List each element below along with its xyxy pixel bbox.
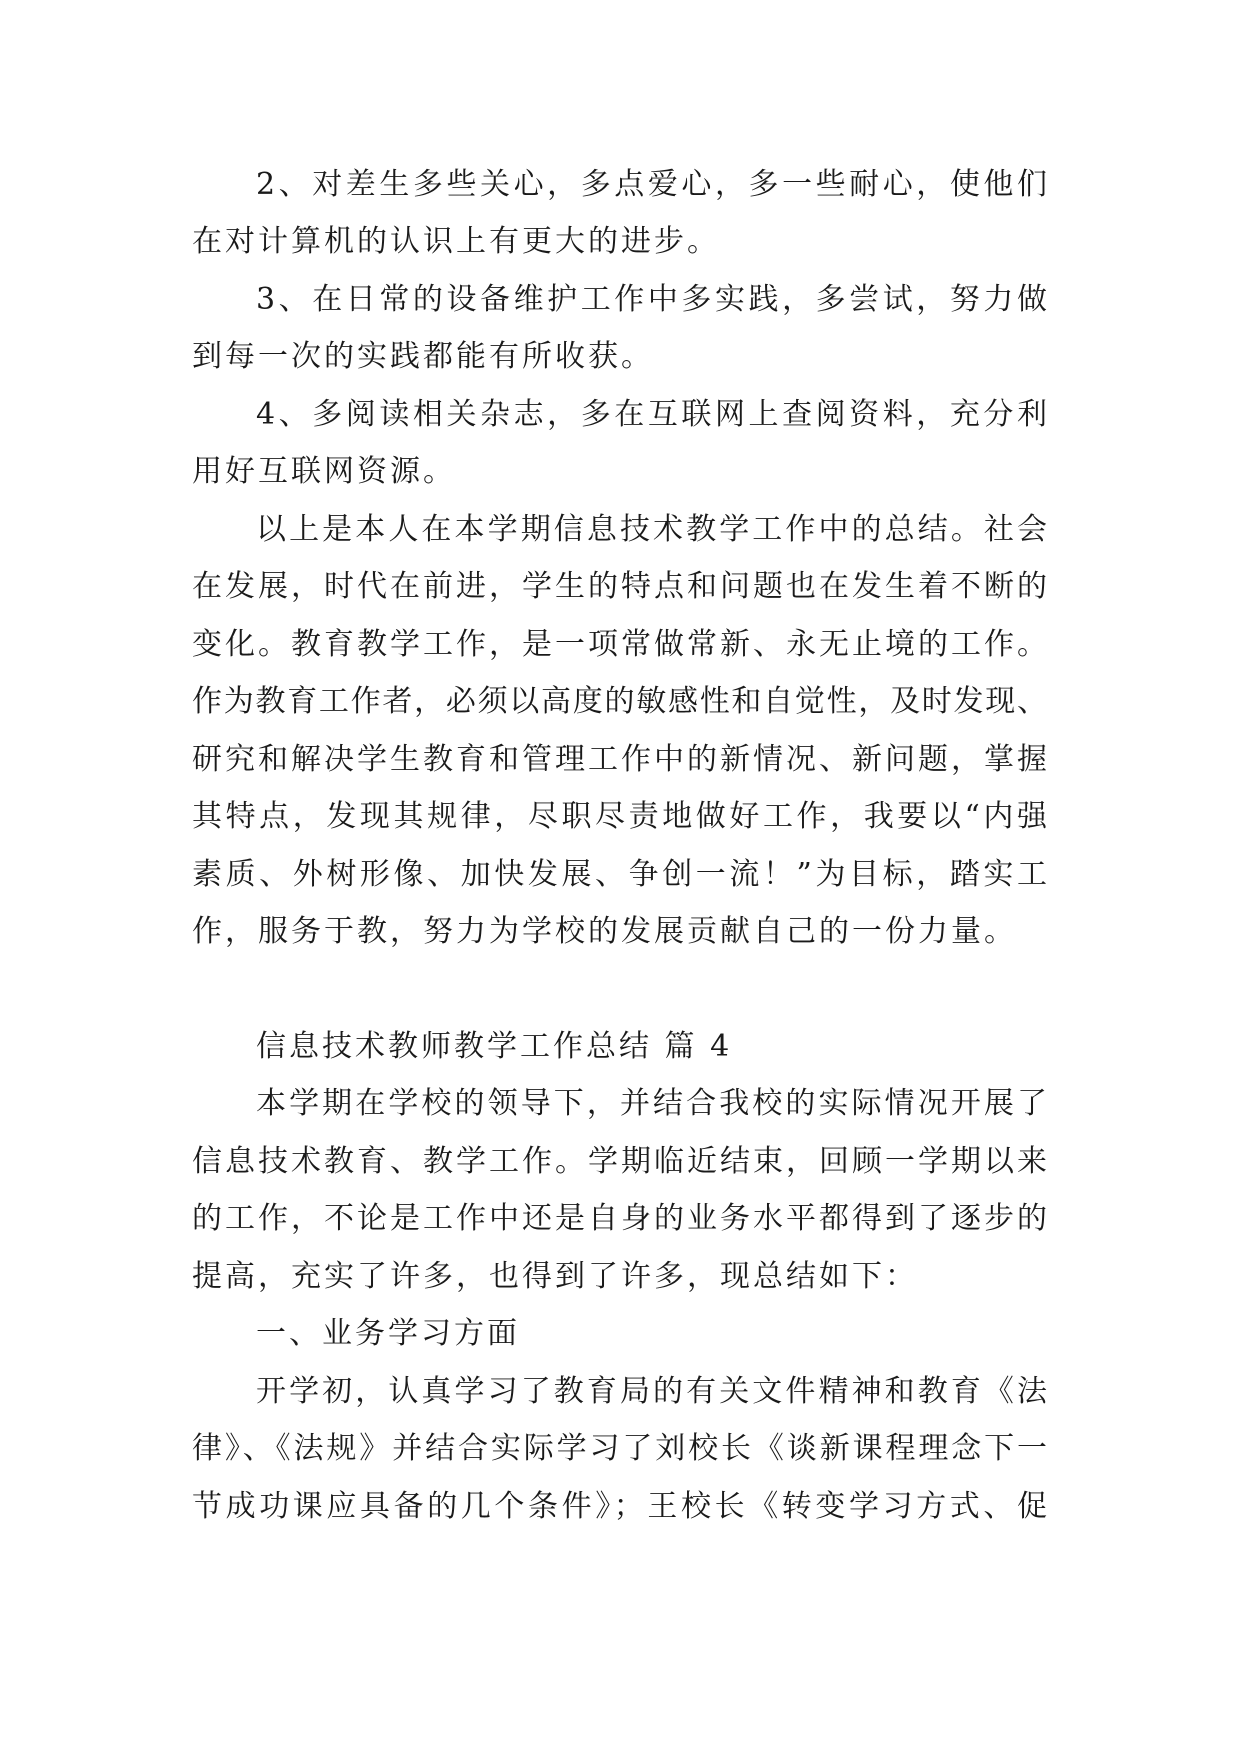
paragraph-line: 提高，充实了许多，也得到了许多，现总结如下： — [192, 1259, 918, 1294]
paragraph-line: 律》、《法规》并结合实际学习了刘校长《谈新课程理念下一 — [192, 1431, 1047, 1466]
paragraph-line: 用好互联网资源。 — [192, 454, 456, 489]
paragraph-line: 到每一次的实践都能有所收获。 — [192, 339, 654, 374]
paragraph-line: 研究和解决学生教育和管理工作中的新情况、新问题，掌握 — [192, 742, 1047, 777]
paragraph-line: 节成功课应具备的几个条件》；王校长《转变学习方式、促 — [192, 1489, 1047, 1524]
paragraph-line: 以上是本人在本学期信息技术教学工作中的总结。社会 — [256, 512, 1047, 547]
subsection-heading: 一、业务学习方面 — [256, 1316, 520, 1351]
paragraph-line: 本学期在学校的领导下，并结合我校的实际情况开展了 — [256, 1086, 1047, 1121]
section-heading: 信息技术教师教学工作总结 篇 4 — [256, 1029, 733, 1064]
paragraph-line: 信息技术教育、教学工作。学期临近结束，回顾一学期以来 — [192, 1144, 1047, 1179]
paragraph-line: 作，服务于教，努力为学校的发展贡献自己的一份力量。 — [192, 914, 1017, 949]
paragraph-line: 开学初，认真学习了教育局的有关文件精神和教育《法 — [256, 1374, 1047, 1409]
paragraph-line: 在对计算机的认识上有更大的进步。 — [192, 224, 720, 259]
paragraph-line: 4、多阅读相关杂志，多在互联网上查阅资料，充分利 — [256, 397, 1047, 432]
paragraph-line: 变化。教育教学工作，是一项常做常新、永无止境的工作。 — [192, 627, 1047, 662]
paragraph-line: 作为教育工作者，必须以高度的敏感性和自觉性，及时发现、 — [192, 684, 1047, 719]
paragraph-line: 素质、外树形像、加快发展、争创一流！”为目标，踏实工 — [192, 857, 1047, 892]
paragraph-line: 的工作，不论是工作中还是自身的业务水平都得到了逐步的 — [192, 1201, 1047, 1236]
paragraph-line: 其特点，发现其规律，尽职尽责地做好工作，我要以“内强 — [192, 799, 1047, 834]
paragraph-line: 3、在日常的设备维护工作中多实践，多尝试，努力做 — [256, 282, 1047, 317]
paragraph-line: 2、对差生多些关心，多点爱心，多一些耐心，使他们 — [256, 167, 1047, 202]
paragraph-line: 在发展，时代在前进，学生的特点和问题也在发生着不断的 — [192, 569, 1047, 604]
